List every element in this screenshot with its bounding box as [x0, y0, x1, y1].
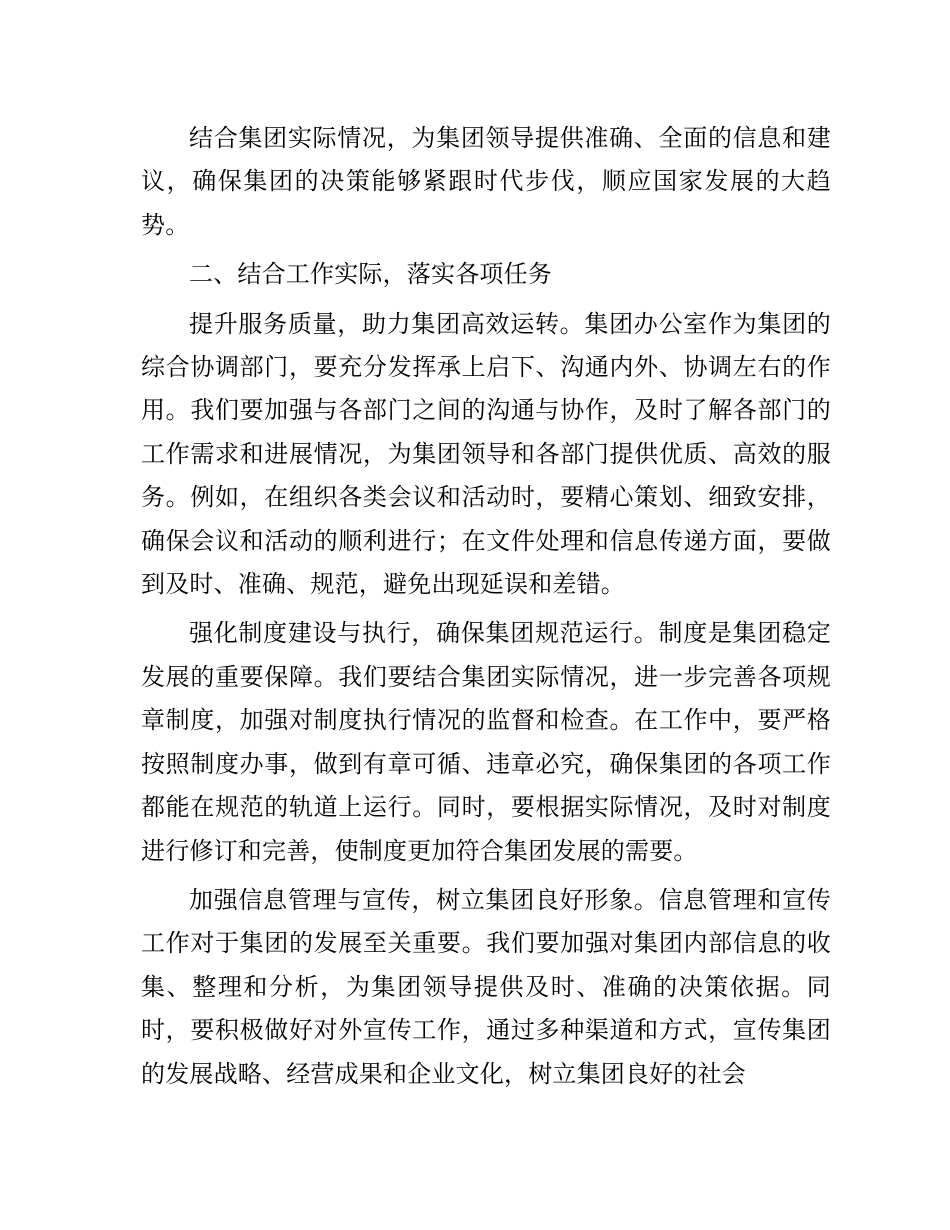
- section-heading: 二、结合工作实际，落实各项任务: [189, 260, 552, 289]
- paragraph-system-building: 强化制度建设与执行，确保集团规范运行。制度是集团稳定发展的重要保障。我们要结合集团实际情况，进一步完善各项规章制度，加强对制度执行情况的监督和检查。在工作中，要严格按照制度办事，做到有章可循、违章必究，确保集团的各项工作都能在规范的轨道上运行。同时，要根据实际情况，及时对制度进行修订和完善，使制度更加符合集团发展的需要。: [141, 619, 831, 865]
- document-body: [141, 117, 831, 1096]
- paragraph-service-quality: 提升服务质量，助力集团高效运转。集团办公室作为集团的综合协调部门，要充分发挥承上启下、沟通内外、协调左右的作用。我们要加强与各部门之间的沟通与协作，及时了解各部门的工作需求和进展情况，为集团领导和各部门提供优质、高效的服务。例如，在组织各类会议和活动时，要精心策划、细致安排，确保会议和活动的顺利进行；在文件处理和信息传递方面，要做到及时、准确、规范，避免出现延误和差错。: [141, 309, 831, 599]
- paragraph-information-management: 加强信息管理与宣传，树立集团良好形象。信息管理和宣传工作对于集团的发展至关重要。我们要加强对集团内部信息的收集、整理和分析，为集团领导提供及时、准确的决策依据。同时，要积极做好对外宣传工作，通过多种渠道和方式，宣传集团的发展战略、经营成果和企业文化，树立集团良好的社会: [141, 885, 831, 1088]
- paragraph-intro: 结合集团实际情况，为集团领导提供准确、全面的信息和建议，确保集团的决策能够紧跟时代步伐，顺应国家发展的大趋势。: [141, 124, 831, 239]
